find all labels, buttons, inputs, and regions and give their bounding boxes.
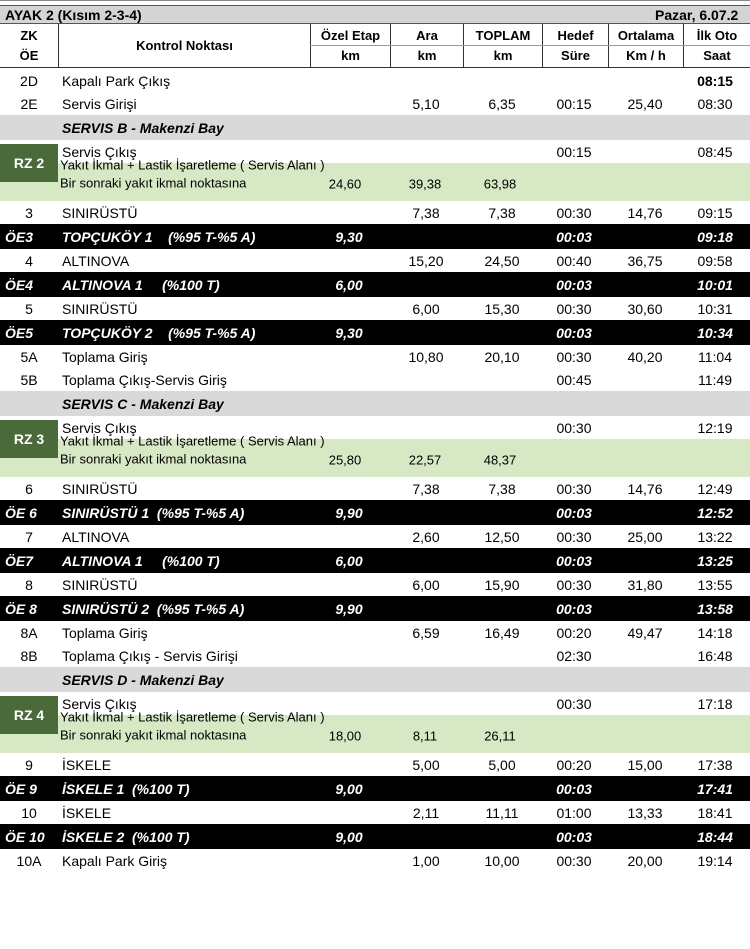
refuel-toplam-km: 26,11 [484,728,516,744]
hedef-sure: 00:30 [556,419,592,436]
ortalama-kmh: 30,60 [627,300,663,317]
ara-km: 6,59 [412,624,440,641]
ilk-oto-saat: 12:19 [697,419,733,436]
header-ozel-etap: Özel Etap km [310,24,390,68]
service-row [0,391,750,416]
stage-name: TOPÇUKÖY 1 (%95 T-%5 A) [62,228,256,245]
ilk-oto-saat: 08:30 [697,95,733,112]
ilk-oto-saat: 18:44 [697,828,733,845]
service-name: SERVIS C - Makenzi Bay [62,395,224,412]
table-row [0,69,750,92]
control-id: 5B [20,371,38,388]
refuel-ozel-km: 18,00 [328,728,362,744]
stage-id: ÖE 9 [5,780,37,797]
ara-km: 10,80 [408,348,444,365]
toplam-km: 20,10 [484,348,520,365]
table-row [0,477,750,500]
refuel-ara-km: 22,57 [408,452,442,468]
ozel-etap-km: 6,00 [335,552,363,569]
hedef-sure: 00:03 [556,828,592,845]
hedef-sure: 01:00 [556,804,592,821]
ara-km: 7,38 [412,480,440,497]
hedef-sure: 00:30 [556,695,592,712]
header-zk: ZK ÖE [19,28,39,63]
table-row [0,525,750,548]
control-name: ALTINOVA [62,528,130,545]
header-ilk-oto: İlk Oto Saat [683,24,750,68]
ozel-etap-km: 9,30 [335,228,363,245]
refuel-ozel-km: 25,80 [328,452,362,468]
control-name: SINIRÜSTÜ [62,300,138,317]
refuel-zone-row [0,431,750,477]
stage-row [0,500,750,525]
ilk-oto-saat: 12:52 [697,504,733,521]
table-row [0,573,750,596]
ozel-etap-km: 6,00 [335,276,363,293]
ilk-oto-saat: 19:14 [697,852,733,869]
ara-km: 6,00 [412,576,440,593]
ilk-oto-saat: 11:49 [698,371,732,388]
control-id: 8 [25,576,33,593]
stage-name: İSKELE 1 (%100 T) [62,780,190,797]
hedef-sure: 00:15 [556,143,592,160]
leg-title: AYAK 2 (Kısım 2-3-4) [5,7,142,23]
refuel-zone-row [0,155,750,201]
stage-row [0,824,750,849]
hedef-sure: 00:03 [556,504,592,521]
control-id: 8A [20,624,38,641]
control-name: Toplama Giriş [62,624,148,641]
ilk-oto-saat: 10:34 [697,324,733,341]
stage-row [0,548,750,573]
toplam-km: 7,38 [488,204,516,221]
ilk-oto-saat: 13:22 [697,528,733,545]
ara-km: 1,00 [412,852,440,869]
table-row [0,201,750,224]
ilk-oto-saat: 13:55 [697,576,733,593]
ara-km: 5,10 [412,95,440,112]
refuel-zone-row [0,707,750,753]
control-id: 9 [25,756,33,773]
control-name: Servis Çıkış [62,143,137,160]
table-row [0,644,750,667]
control-id: 4 [25,252,33,269]
control-name: Servis Çıkış [62,695,137,712]
ara-km: 6,00 [412,300,440,317]
ilk-oto-saat: 10:31 [697,300,733,317]
stage-id: ÖE3 [5,228,34,245]
control-id: 7 [25,528,33,545]
toplam-km: 15,90 [484,576,520,593]
ilk-oto-saat: 09:18 [697,228,733,245]
stage-name: TOPÇUKÖY 2 (%95 T-%5 A) [62,324,256,341]
table-row [0,345,750,368]
control-id: 5A [20,348,38,365]
control-id: 2D [20,72,38,89]
stage-name: ALTINOVA 1 (%100 T) [62,276,220,293]
stage-row [0,272,750,297]
hedef-sure: 00:03 [556,228,592,245]
table-row [0,621,750,644]
table-row [0,368,750,391]
title-bar [0,5,750,24]
header-ortalama: Ortalama Km / h [608,24,683,68]
control-id: 2E [20,95,38,112]
refuel-ara-km: 8,11 [412,728,438,744]
stage-row [0,224,750,249]
stage-id: ÖE 10 [5,828,45,845]
refuel-toplam-km: 63,98 [483,176,517,192]
control-name: Servis Çıkış [62,419,137,436]
hedef-sure: 00:30 [556,300,592,317]
table-row [0,297,750,320]
hedef-sure: 00:40 [556,252,592,269]
ozel-etap-km: 9,00 [335,780,363,797]
header-toplam: TOPLAM km [463,24,542,68]
control-name: SINIRÜSTÜ [62,204,138,221]
ortalama-kmh: 25,40 [627,95,663,112]
ara-km: 5,00 [412,756,440,773]
table-row [0,801,750,824]
ilk-oto-saat: 10:01 [697,276,733,293]
stage-row [0,596,750,621]
control-name: İSKELE [62,804,112,821]
toplam-km: 24,50 [484,252,520,269]
control-name: Toplama Çıkış-Servis Giriş [62,371,227,388]
toplam-km: 16,49 [484,624,520,641]
ortalama-kmh: 20,00 [627,852,663,869]
refuel-description: Yakıt İkmal + Lastik İşaretleme ( Servis Alanı ) [60,709,325,725]
stage-name: SINIRÜSTÜ 1 (%95 T-%5 A) [62,504,245,521]
ortalama-kmh: 31,80 [627,576,663,593]
refuel-zone-badge: RZ 3 [0,420,58,458]
ara-km: 15,20 [408,252,444,269]
toplam-km: 6,35 [488,95,516,112]
next-refuel-label: Bir sonraki yakıt ikmal noktasına [60,451,247,467]
control-name: Servis Girişi [62,95,137,112]
refuel-description: Yakıt İkmal + Lastik İşaretleme ( Servis Alanı ) [60,433,325,449]
control-id: 10 [21,804,37,821]
hedef-sure: 00:30 [556,852,592,869]
ilk-oto-saat: 17:41 [697,780,733,797]
table-header [0,24,750,68]
refuel-zone-badge: RZ 4 [0,696,58,734]
ilk-oto-saat: 12:49 [697,480,733,497]
ilk-oto-saat: 13:25 [697,552,733,569]
ilk-oto-saat: 17:38 [697,756,733,773]
hedef-sure: 00:03 [556,780,592,797]
ortalama-kmh: 15,00 [627,756,663,773]
stage-row [0,776,750,801]
stage-row [0,320,750,345]
control-name: Kapalı Park Giriş [62,852,168,869]
ara-km: 2,11 [412,804,440,821]
ozel-etap-km: 9,90 [335,600,363,617]
refuel-ozel-km: 24,60 [328,176,362,192]
ortalama-kmh: 36,75 [627,252,663,269]
control-name: ALTINOVA [62,252,130,269]
ozel-etap-km: 9,00 [335,828,363,845]
hedef-sure: 02:30 [556,647,592,664]
hedef-sure: 00:15 [556,95,592,112]
ilk-oto-saat: 09:15 [697,204,733,221]
ara-km: 2,60 [412,528,440,545]
stage-name: SINIRÜSTÜ 2 (%95 T-%5 A) [62,600,245,617]
ilk-oto-saat: 09:58 [697,252,733,269]
header-kontrol: Kontrol Noktası [58,24,310,68]
stage-name: ALTINOVA 1 (%100 T) [62,552,220,569]
hedef-sure: 00:03 [556,552,592,569]
control-name: Kapalı Park Çıkış [62,72,171,89]
table-row [0,92,750,115]
header-hedef: Hedef Süre [542,24,608,68]
toplam-km: 5,00 [488,756,516,773]
control-id: 6 [25,480,33,497]
refuel-ara-km: 39,38 [408,176,442,192]
ortalama-kmh: 14,76 [627,480,663,497]
ara-km: 7,38 [412,204,440,221]
hedef-sure: 00:20 [556,756,592,773]
control-name: İSKELE [62,756,112,773]
ilk-oto-saat: 14:18 [697,624,733,641]
control-name: Toplama Çıkış - Servis Girişi [62,647,238,664]
stage-id: ÖE7 [5,552,34,569]
control-name: SINIRÜSTÜ [62,480,138,497]
refuel-description: Yakıt İkmal + Lastik İşaretleme ( Servis Alanı ) [60,157,325,173]
next-refuel-label: Bir sonraki yakıt ikmal noktasına [60,175,247,191]
stage-id: ÖE4 [5,276,34,293]
toplam-km: 12,50 [484,528,520,545]
header-ara: Ara km [390,24,463,68]
hedef-sure: 00:30 [556,348,592,365]
stage-name: İSKELE 2 (%100 T) [62,828,190,845]
refuel-zone-badge: RZ 2 [0,144,58,182]
ozel-etap-km: 9,90 [335,504,363,521]
refuel-toplam-km: 48,37 [483,452,517,468]
ortalama-kmh: 25,00 [627,528,663,545]
control-name: Toplama Giriş [62,348,148,365]
stage-id: ÖE5 [5,324,34,341]
ortalama-kmh: 49,47 [627,624,663,641]
stage-id: ÖE 6 [5,504,37,521]
service-name: SERVIS D - Makenzi Bay [62,671,224,688]
control-name: SINIRÜSTÜ [62,576,138,593]
ilk-oto-saat: 18:41 [697,804,733,821]
control-id: 3 [25,204,33,221]
ilk-oto-saat: 11:04 [698,348,732,365]
service-row [0,115,750,140]
ilk-oto-saat: 13:58 [697,600,733,617]
ortalama-kmh: 40,20 [627,348,663,365]
hedef-sure: 00:03 [556,276,592,293]
toplam-km: 10,00 [484,852,520,869]
hedef-sure: 00:20 [556,624,592,641]
control-id: 10A [16,852,42,869]
header-divider [310,45,750,46]
control-id: 8B [20,647,38,664]
toplam-km: 15,30 [484,300,520,317]
ortalama-kmh: 13,33 [627,804,663,821]
toplam-km: 11,11 [485,804,519,821]
ilk-oto-saat: 16:48 [697,647,733,664]
hedef-sure: 00:30 [556,204,592,221]
control-id: 5 [25,300,33,317]
toplam-km: 7,38 [488,480,516,497]
ilk-oto-saat: 17:18 [697,695,733,712]
ilk-oto-saat: 08:15 [697,72,733,89]
ilk-oto-saat: 08:45 [697,143,733,160]
stage-id: ÖE 8 [5,600,37,617]
next-refuel-label: Bir sonraki yakıt ikmal noktasına [60,727,247,743]
ozel-etap-km: 9,30 [335,324,363,341]
service-row [0,667,750,692]
date-label: Pazar, 6.07.2 [655,7,739,23]
hedef-sure: 00:03 [556,600,592,617]
table-row [0,849,750,872]
table-row [0,249,750,272]
hedef-sure: 00:30 [556,480,592,497]
table-row [0,753,750,776]
ortalama-kmh: 14,76 [627,204,663,221]
hedef-sure: 00:03 [556,324,592,341]
hedef-sure: 00:30 [556,528,592,545]
hedef-sure: 00:45 [556,371,592,388]
service-name: SERVIS B - Makenzi Bay [62,119,224,136]
hedef-sure: 00:30 [556,576,592,593]
